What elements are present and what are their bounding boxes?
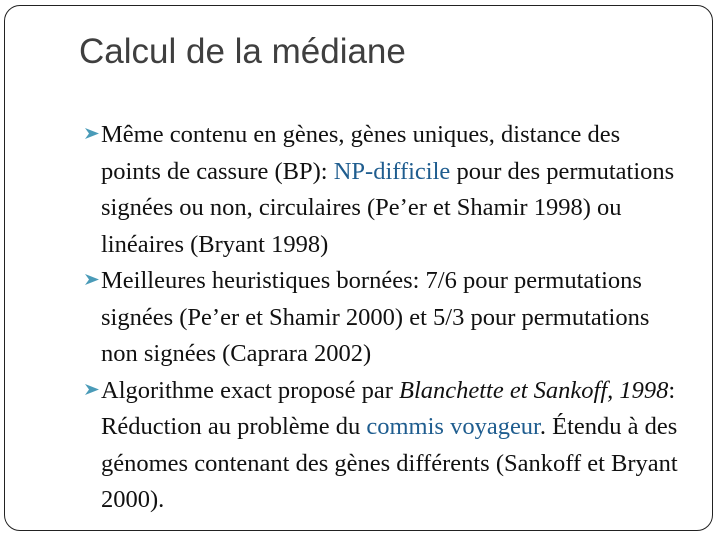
bullet-text: . Étendu à des génomes contenant des gènes différents (Sankoff et Bryant 2000). bbox=[101, 413, 678, 513]
bullet-item-exact-algorithm bbox=[84, 373, 684, 519]
bullet-item-heuristics bbox=[84, 263, 684, 373]
bullet-arrow-icon bbox=[84, 127, 100, 140]
bullet-text: pour des permutations signées ou non, circulaires (Pe’er et Shamir 1998) ou linéaires (Bryant 1998) bbox=[101, 157, 675, 258]
bullet-text: Algorithme exact proposé par bbox=[101, 376, 399, 404]
bullet-arrow-icon bbox=[84, 383, 100, 396]
bullet-list bbox=[84, 117, 684, 519]
bullet-arrow-icon bbox=[84, 273, 100, 286]
bullet-text: : Réduction au problème du bbox=[101, 376, 676, 440]
bullet-text: Même contenu en gènes, gènes uniques, distance des points de cassure (BP): bbox=[101, 121, 621, 185]
np-hard-term: NP-difficile bbox=[333, 157, 451, 185]
citation-blanchette-sankoff: Blanchette et Sankoff, 1998 bbox=[398, 376, 669, 404]
tsp-term: commis voyageur bbox=[366, 413, 540, 440]
bullet-item-bp-distance bbox=[84, 117, 684, 263]
slide-title: Calcul de la médiane bbox=[79, 32, 406, 71]
bullet-text: Meilleures heuristiques bornées: 7/6 pour permutations signées (Pe’er et Shamir 2000) et 5/3 pour permutations non signées (Caprara 2002) bbox=[101, 267, 650, 367]
